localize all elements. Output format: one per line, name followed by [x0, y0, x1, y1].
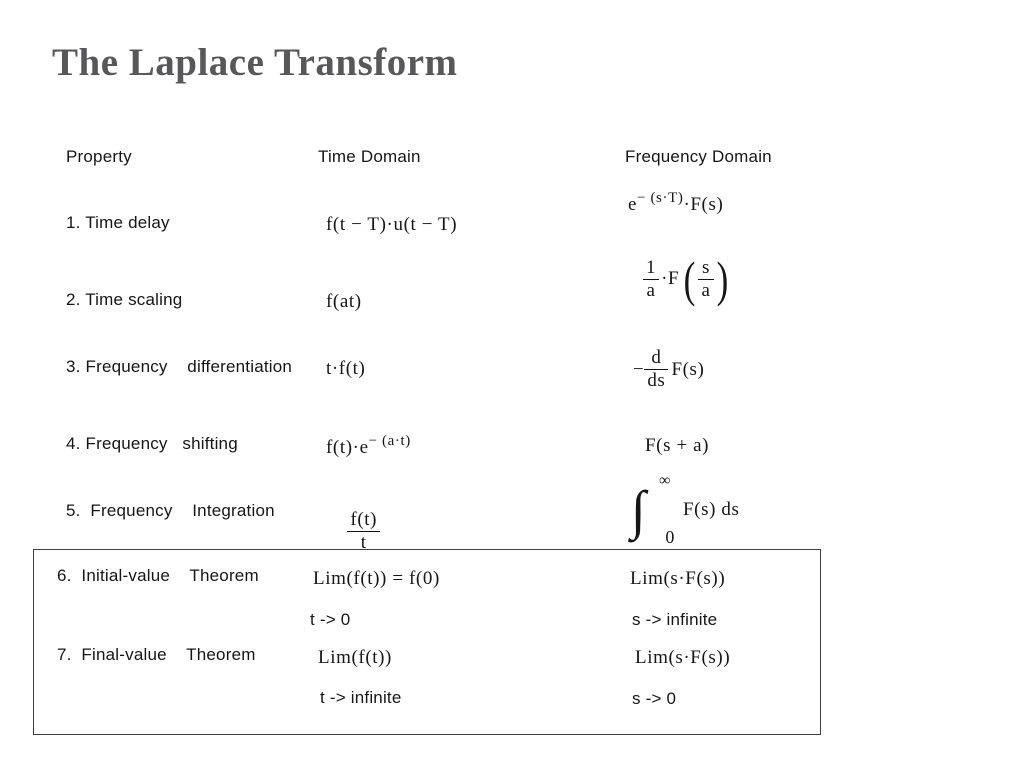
fraction — [698, 257, 713, 302]
exp-rest: ·F(s) — [683, 194, 724, 215]
property-label-6: 6. Initial-value Theorem — [57, 566, 259, 585]
freq-formula-6: Lim(s·F(s)) — [630, 568, 726, 589]
column-header-time: Time Domain — [318, 147, 421, 166]
numerator: s — [702, 256, 710, 278]
right-paren: ) — [716, 251, 729, 307]
exp-base: e — [628, 194, 638, 215]
freq-formula-2 — [643, 250, 731, 308]
time-formula-7: Lim(f(t)) — [318, 647, 392, 668]
denominator: t — [347, 531, 380, 554]
minus-sign: − — [633, 358, 645, 380]
numerator: d — [651, 347, 662, 368]
slide-title: The Laplace Transform — [52, 41, 458, 84]
multiply-operator: ·F — [661, 268, 680, 289]
time-formula-4 — [326, 433, 411, 459]
denominator: ds — [644, 369, 668, 392]
integral-sign: ∫ — [631, 480, 647, 540]
time-limit-condition-7: t -> infinite — [320, 688, 402, 707]
left-paren: ( — [683, 251, 696, 307]
numerator: f(t) — [350, 509, 378, 530]
fraction — [347, 509, 380, 554]
time-formula-1: f(t − T)·u(t − T) — [326, 214, 458, 235]
property-label-1: 1. Time delay — [66, 213, 170, 232]
time-formula-3: t·f(t) — [326, 358, 366, 379]
time-formula-2: f(at) — [326, 291, 362, 312]
property-label-4: 4. Frequency shifting — [66, 434, 238, 453]
fraction — [644, 347, 668, 392]
column-header-frequency: Frequency Domain — [625, 147, 772, 166]
freq-formula-4: F(s + a) — [645, 435, 710, 456]
denominator: a — [643, 279, 659, 302]
exp-superscript: − (a·t) — [368, 433, 411, 449]
freq-formula-1 — [628, 190, 723, 216]
exp-base: f(t)·e — [326, 437, 369, 458]
time-limit-condition-6: t -> 0 — [310, 610, 351, 629]
integral-lower-limit: 0 — [665, 527, 675, 547]
property-label-7: 7. Final-value Theorem — [57, 645, 256, 664]
freq-limit-condition-7: s -> 0 — [632, 689, 677, 708]
time-formula-6: Lim(f(t)) = f(0) — [313, 568, 440, 589]
property-label-3: 3. Frequency differentiation — [66, 357, 293, 376]
integrand: F(s) ds — [683, 499, 740, 520]
freq-formula-3 — [633, 347, 704, 392]
property-label-5: 5. Frequency Integration — [66, 501, 275, 520]
fraction — [643, 257, 659, 302]
denominator: a — [698, 279, 713, 302]
fraction-rest: F(s) — [671, 358, 705, 380]
numerator: 1 — [646, 256, 657, 278]
column-header-property: Property — [66, 147, 132, 166]
freq-formula-5 — [631, 472, 740, 547]
property-label-2: 2. Time scaling — [66, 290, 183, 309]
integral-upper-limit: ∞ — [658, 472, 671, 489]
time-formula-5 — [326, 487, 380, 576]
exp-superscript: − (s·T) — [637, 190, 684, 206]
freq-limit-condition-6: s -> infinite — [632, 610, 718, 629]
freq-formula-7: Lim(s·F(s)) — [635, 647, 731, 668]
integral — [631, 472, 675, 547]
